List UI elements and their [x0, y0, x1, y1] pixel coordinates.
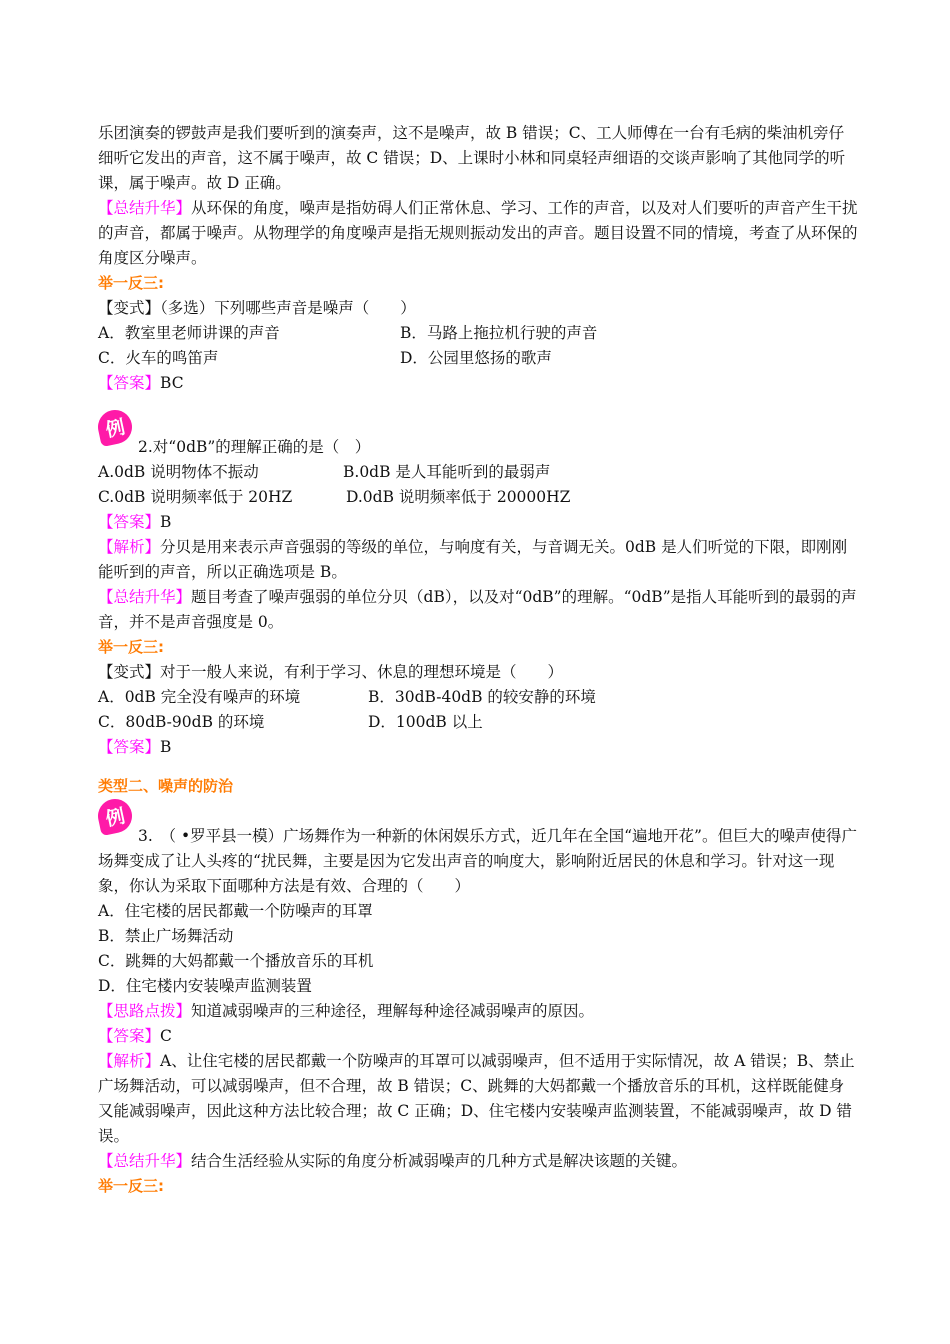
variant-text: 对于一般人来说，有利于学习、休息的理想环境是（ ）	[160, 663, 564, 681]
option-c: C．火车的鸣笛声	[98, 349, 219, 367]
summary-paragraph	[98, 1149, 858, 1174]
summary-label: 【总结升华】	[98, 199, 192, 217]
summary-text: 从环保的角度，噪声是指妨碍人们正常休息、学习、工作的声音，以及对人们要听的声音产生干扰的声音，都属于噪声。从物理学的角度噪声是指无规则振动发出的声音。题目设置不同的情境，考查了从环保的角度区分噪声。	[98, 199, 858, 267]
summary-paragraph	[98, 196, 858, 271]
example-2-options-row-2	[98, 485, 858, 510]
option-d: D．住宅楼内安装噪声监测装置	[98, 977, 312, 995]
option-b: B.0dB 是人耳能听到的最弱声	[343, 463, 551, 481]
summary-text: 题目考查了噪声强弱的单位分贝（dB），以及对“0dB”的理解。“0dB”是指人耳能听到的最弱的声音，并不是声音强度是 0。	[98, 588, 857, 631]
answer-text: BC	[160, 374, 184, 392]
hint-text: 知道减弱噪声的三种途径，理解每种途径减弱噪声的原因。	[191, 1002, 595, 1020]
example-badge-icon: 例	[95, 796, 135, 836]
example-3-header	[98, 799, 858, 899]
option-d: D．公园里悠扬的歌声	[400, 349, 552, 367]
variant-options-row-2	[98, 346, 858, 371]
option-d: D.0dB 说明频率低于 20000HZ	[346, 488, 571, 506]
example-2-question: 2.对“0dB”的理解正确的是（ ）	[138, 438, 371, 456]
answer-text: C	[160, 1027, 172, 1045]
answer-label: 【答案】	[98, 738, 161, 756]
variant-question	[98, 296, 858, 321]
example-badge-icon: 例	[95, 407, 135, 447]
answer-text: B	[160, 513, 172, 531]
variant-options-row-1	[98, 321, 858, 346]
analysis-label: 【解析】	[98, 1052, 161, 1070]
option-c: C．跳舞的大妈都戴一个播放音乐的耳机	[98, 952, 374, 970]
answer-text: B	[160, 738, 172, 756]
option-c: C.0dB 说明频率低于 20HZ	[98, 488, 293, 506]
variant-label: 【变式】	[98, 663, 161, 681]
option-a: A.0dB 说明物体不振动	[98, 463, 259, 481]
extend-label: 举一反三:	[98, 638, 164, 656]
option-b: B．30dB-40dB 的较安静的环境	[368, 688, 596, 706]
variant-text: （多选）下列哪些声音是噪声（ ）	[160, 299, 416, 317]
extend-label: 举一反三:	[98, 1177, 164, 1195]
explanation-paragraph: 乐团演奏的锣鼓声是我们要听到的演奏声，这不是噪声，故 B 错误；C、工人师傅在一台有毛病的柴油机旁仔细听它发出的声音，这不属于噪声，故 C 错误；D、上课时小林和同桌轻声细语的交谈声影响了其他同学的听课，属于噪声。故 D 正确。	[98, 124, 846, 192]
example-2-header	[98, 410, 858, 460]
hint-label: 【思路点拨】	[98, 1002, 192, 1020]
option-a: A．教室里老师讲课的声音	[98, 324, 280, 342]
option-a: A．住宅楼的居民都戴一个防噪声的耳罩	[98, 902, 373, 920]
analysis-text: A、让住宅楼的居民都戴一个防噪声的耳罩可以减弱噪声，但不适用于实际情况，故 A 错误；B、禁止广场舞活动，可以减弱噪声，但不合理，故 B 错误；C、跳舞的大妈都戴一个播放音乐的耳机，这样既能健身又能减弱噪声，因此这种方法比较合理；故 C 正确；D、住宅楼内安装噪声监测装置，不能减弱噪声，故 D 错误。	[98, 1052, 855, 1145]
summary-paragraph	[98, 585, 858, 635]
answer-label: 【答案】	[98, 513, 161, 531]
answer-line	[98, 510, 858, 535]
answer-line	[98, 371, 858, 396]
option-c: C．80dB-90dB 的环境	[98, 713, 265, 731]
analysis-label: 【解析】	[98, 538, 161, 556]
example-2-options-row-1	[98, 460, 858, 485]
variant-question	[98, 660, 858, 685]
option-b: B．马路上拖拉机行驶的声音	[400, 324, 598, 342]
summary-label: 【总结升华】	[98, 588, 192, 606]
analysis-text: 分贝是用来表示声音强弱的等级的单位，与响度有关，与音调无关。0dB 是人们听觉的下限，即刚刚能听到的声音，所以正确选项是 B。	[98, 538, 848, 581]
example-3-question: 3. （ •罗平县一模）广场舞作为一种新的休闲娱乐方式，近几年在全国“遍地开花”。但巨大的噪声使得广场舞变成了让人头疼的“扰民舞，主要是因为它发出声音的响度大，影响附近居民的休息和学习。针对这一现象，你认为采取下面哪种方法是有效、合理的（ ）	[98, 827, 857, 895]
hint-paragraph	[98, 999, 858, 1024]
answer-line	[98, 1024, 858, 1049]
analysis-paragraph	[98, 535, 858, 585]
answer-label: 【答案】	[98, 374, 161, 392]
analysis-paragraph	[98, 1049, 858, 1149]
extend-label: 举一反三:	[98, 274, 164, 292]
document-page	[98, 121, 858, 1199]
summary-label: 【总结升华】	[98, 1152, 192, 1170]
answer-label: 【答案】	[98, 1027, 161, 1045]
variant-label: 【变式】	[98, 299, 161, 317]
answer-line	[98, 735, 858, 760]
option-b: B．禁止广场舞活动	[98, 927, 234, 945]
variant-options-row-2	[98, 710, 858, 735]
summary-text: 结合生活经验从实际的角度分析减弱噪声的几种方式是解决该题的关键。	[191, 1152, 688, 1170]
option-a: A．0dB 完全没有噪声的环境	[98, 688, 301, 706]
option-d: D．100dB 以上	[368, 713, 483, 731]
variant-options-row-1	[98, 685, 858, 710]
section-heading: 类型二、噪声的防治	[98, 777, 234, 795]
